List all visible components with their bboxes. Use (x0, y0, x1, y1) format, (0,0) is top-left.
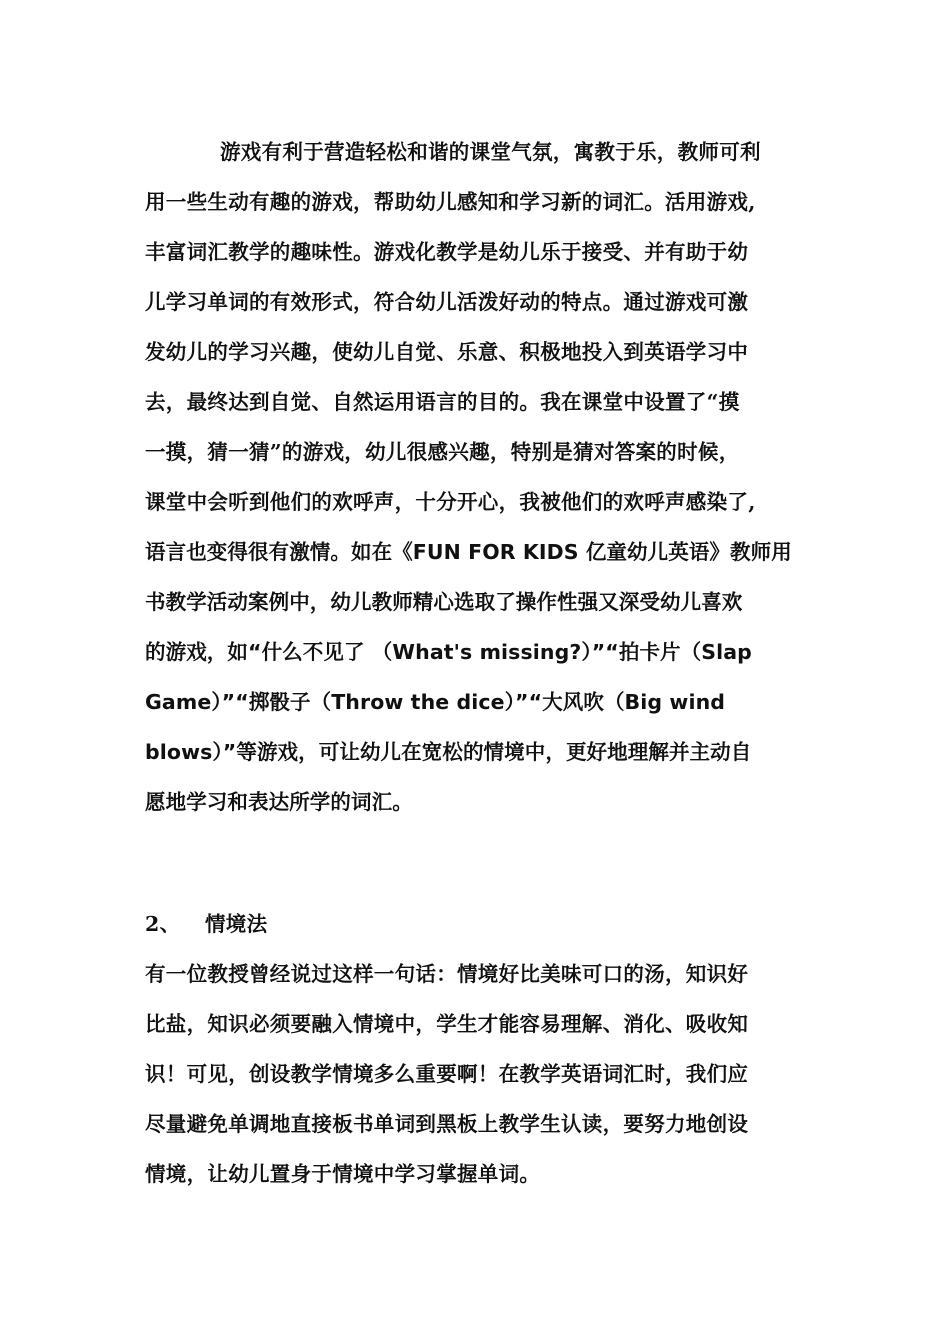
paragraph2-line-1: 有一位教授曾经说过这样一句话：情境好比美味可口的汤，知识好 (145, 962, 749, 986)
paragraph1-line-14: 愿地学习和表达所学的词汇。 (145, 790, 413, 814)
paragraph1-line-7: 一摸，猜一猜”的游戏，幼儿很感兴趣，特别是猜对答案的时候， (145, 440, 740, 464)
paragraph2-line-5: 情境，让幼儿置身于情境中学习掌握单词。 (145, 1162, 541, 1186)
paragraph1-line-12: Game）”“掷骰子（Throw the dice）”“大风吹（Big wind (145, 690, 726, 714)
section-heading (145, 910, 805, 938)
paragraph1-line-2: 用一些生动有趣的游戏，帮助幼儿感知和学习新的词汇。活用游戏, (145, 190, 756, 214)
section-number: 2、 (145, 912, 181, 936)
paragraph1-line-1: 游戏有利于营造轻松和谐的课堂气氛，寓教于乐，教师可利 (220, 140, 761, 164)
paragraph1-line-6: 去，最终达到自觉、自然运用语言的目的。我在课堂中设置了“摸 (145, 390, 740, 414)
section-title: 情境法 (205, 912, 268, 936)
paragraph2-line-4: 尽量避免单调地直接板书单词到黑板上教学生认读，要努力地创设 (145, 1112, 749, 1136)
paragraph2-line-3: 识！可见，创设教学情境多么重要啊！在教学英语词汇时，我们应 (145, 1062, 749, 1086)
paragraph1-line-10: 书教学活动案例中，幼儿教师精心选取了操作性强又深受幼儿喜欢 (145, 590, 743, 614)
paragraph1-line-11: 的游戏，如“什么不见了 （What's missing?）”“拍卡片（Slap (145, 640, 752, 664)
paragraph2-line-2: 比盐，知识必须要融入情境中，学生才能容易理解、消化、吸收知 (145, 1012, 749, 1036)
paragraph1-line-8: 课堂中会听到他们的欢呼声，十分开心，我被他们的欢呼声感染了, (145, 490, 756, 514)
paragraph1-line-3: 丰富词汇教学的趣味性。游戏化教学是幼儿乐于接受、并有助于幼 (145, 240, 749, 264)
paragraph1-line-13: blows）”等游戏，可让幼儿在宽松的情境中，更好地理解并主动自 (145, 740, 752, 764)
paragraph1-line-5: 发幼儿的学习兴趣，使幼儿自觉、乐意、积极地投入到英语学习中 (145, 340, 749, 364)
paragraph1-line-9: 语言也变得很有激情。如在《FUN FOR KIDS 亿童幼儿英语》教师用 (145, 540, 792, 564)
paragraph1-line-4: 儿学习单词的有效形式，符合幼儿活泼好动的特点。通过游戏可激 (145, 290, 749, 314)
